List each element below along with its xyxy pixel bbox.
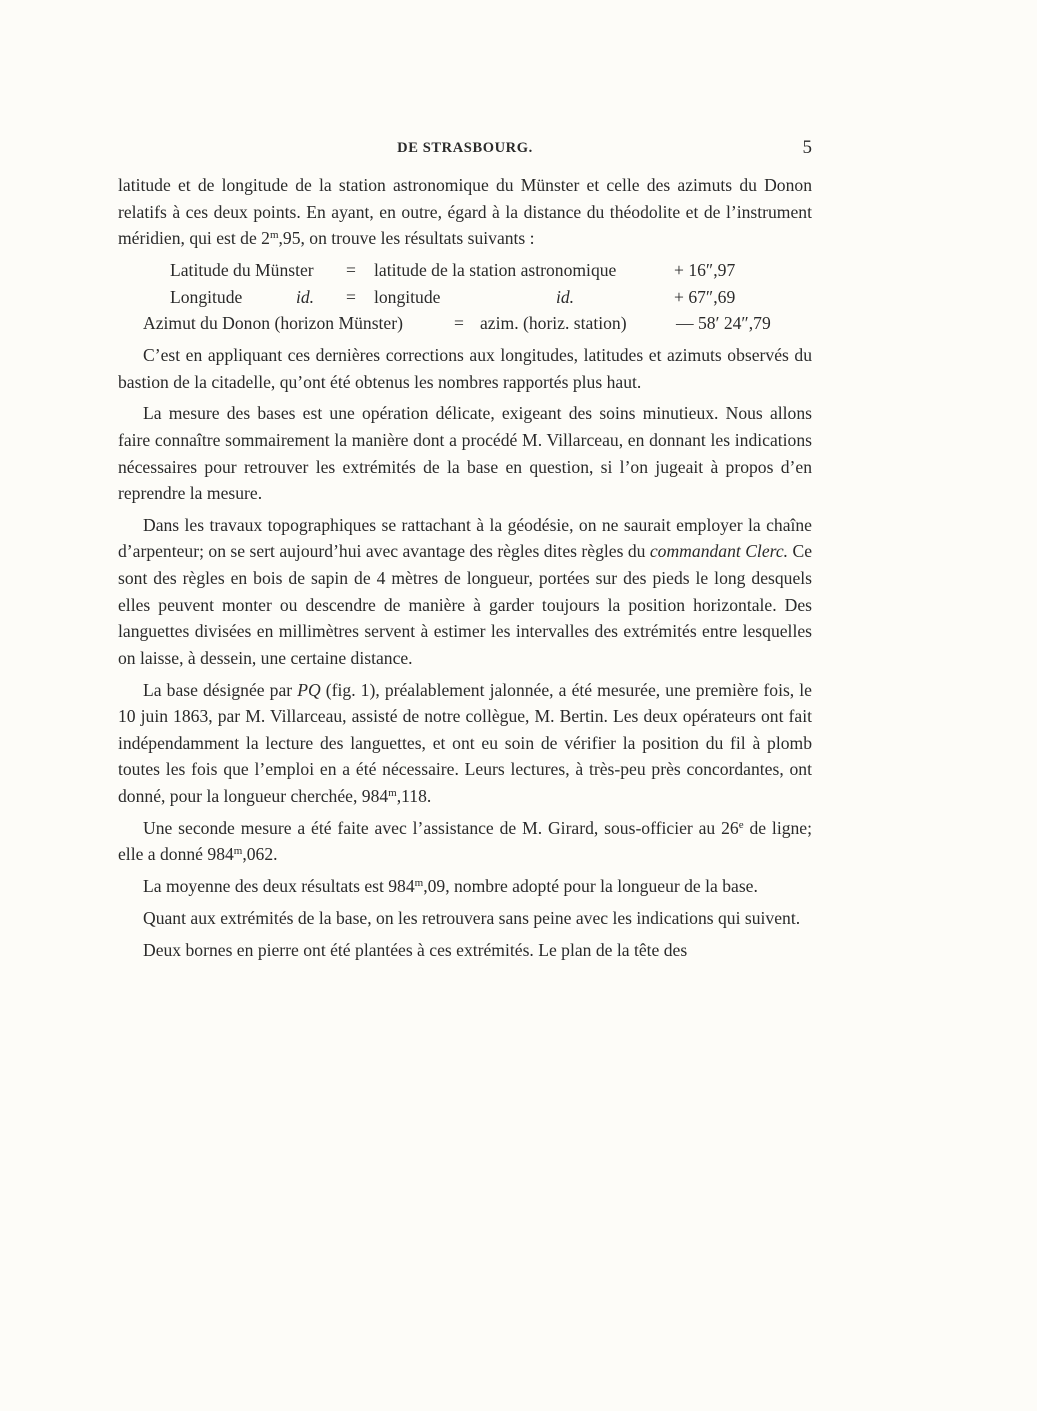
eq-sign: = <box>454 313 464 334</box>
eq-left: Azimut du Donon (horizon Münster) <box>143 313 403 334</box>
eq-value: + 67″,69 <box>674 286 736 307</box>
paragraph-5-italic: PQ <box>297 679 321 700</box>
paragraph-6-text-b: de ligne; elle a donné 984 <box>118 817 812 865</box>
eq-left-id: id. <box>296 286 315 307</box>
paragraph-5-sup: m <box>388 787 397 799</box>
eq-left: Latitude du Münster <box>170 259 314 280</box>
paragraph-6-text-a: Une seconde mesure a été faite avec l’assistance de M. Girard, sous-officier au 26 <box>143 817 739 838</box>
paragraph-4-text-b: Ce sont des règles en bois de sapin de 4 mètres de longueur, portées sur des pieds le long desquels elles peuvent monter ou descendre de manière à garder toujours la position horizontale. Des languettes divisées en millimètres servent à estimer les intervalles des extrémités entre lesquelles on laisse, à dessein, une certaine distance. <box>118 541 813 668</box>
eq-left: Longitude <box>170 286 243 307</box>
eq-right: longitude <box>374 286 441 307</box>
header-title: DE STRASBOURG. <box>397 140 533 156</box>
paragraph-4-italic: commandant Clerc. <box>649 541 789 562</box>
eq-right-id: id. <box>556 286 575 307</box>
eq-right: azim. (horiz. station) <box>480 313 627 334</box>
running-header <box>118 137 812 166</box>
equation-block <box>118 257 812 337</box>
paragraph-1-text-b: ,95, on trouve les résultats suivants : <box>278 228 535 249</box>
eq-sign: = <box>346 286 356 307</box>
paragraph-6-sup-b: m <box>233 845 243 858</box>
paragraph-6 <box>118 815 812 868</box>
paragraph-5-text-c: ,118. <box>396 786 432 806</box>
equation-row-latitude <box>118 257 812 284</box>
paragraph-4-text-a: Dans les travaux topographiques se rattachant à la géodésie, on ne saurait employer la chaîne d’arpenteur; on se sert aujourd’hui avec avantage des règles dites règles du <box>118 514 812 562</box>
paragraph-3: La mesure des bases est une opération délicate, exigeant des soins minutieux. Nous allons faire connaître sommairement la manière dont a procédé M. Villarceau, en donnant les indications nécessaires pour retrouver les extrémités de la base en question, si l’on jugeait à propos d’en reprendre la mesure. <box>118 403 812 504</box>
paragraph-1-sup: m <box>269 229 279 242</box>
eq-right: latitude de la station astronomique <box>374 259 617 280</box>
eq-value: — 58′ 24″,79 <box>676 313 771 334</box>
paragraph-1 <box>118 172 812 252</box>
equation-row-longitude <box>118 284 812 311</box>
equation-row-azimut <box>118 310 812 337</box>
body-text <box>118 172 812 969</box>
paragraph-5 <box>118 677 812 810</box>
paragraph-8: Quant aux extrémités de la base, on les retrouvera sans peine avec les indications qui suivent. <box>143 907 801 928</box>
paragraph-7 <box>118 873 812 900</box>
paragraph-4 <box>118 512 812 672</box>
paragraph-6-text-c: ,062. <box>242 844 278 865</box>
paragraph-5-text-b: (fig. 1), préalablement jalonnée, a été mesurée, une première fois, le 10 juin 1863, par M. Villarceau, assisté de notre collègue, M. Bertin. Les deux opérateurs ont fait indépendamment la lecture des languettes, et ont eu soin de vérifier la position du fil à plomb toutes les fois que l’emploi en a été nécessaire. Leurs lectures, à très-peu près concordantes, ont donné, pour la longueur cherchée, 984 <box>118 679 812 806</box>
paragraph-7-text-a: La moyenne des deux résultats est 984 <box>143 876 415 897</box>
paragraph-2: C’est en appliquant ces dernières corrections aux longitudes, latitudes et azimuts observés du bastion de la citadelle, qu’ont été obtenus les nombres rapportés plus haut. <box>118 344 812 392</box>
paragraph-7-text-b: ,09, nombre adopté pour la longueur de la base. <box>423 876 758 897</box>
paragraph-9: Deux bornes en pierre ont été plantées à ces extrémités. Le plan de la tête des <box>143 939 688 960</box>
eq-sign: = <box>346 259 356 280</box>
eq-value: + 16″,97 <box>674 259 736 280</box>
paragraph-7-sup: m <box>414 877 424 890</box>
paragraph-5-text-a: La base désignée par <box>143 679 298 700</box>
page-number: 5 <box>802 137 812 158</box>
paragraph-1-text-a: latitude et de longitude de la station astronomique du Münster et celle des azimuts du Donon relatifs à ces deux points. En ayant, en outre, égard à la distance du théodolite et de l’instrument méridien, qui est de 2 <box>118 175 812 249</box>
paragraph-6-sup-a: e <box>738 818 744 831</box>
